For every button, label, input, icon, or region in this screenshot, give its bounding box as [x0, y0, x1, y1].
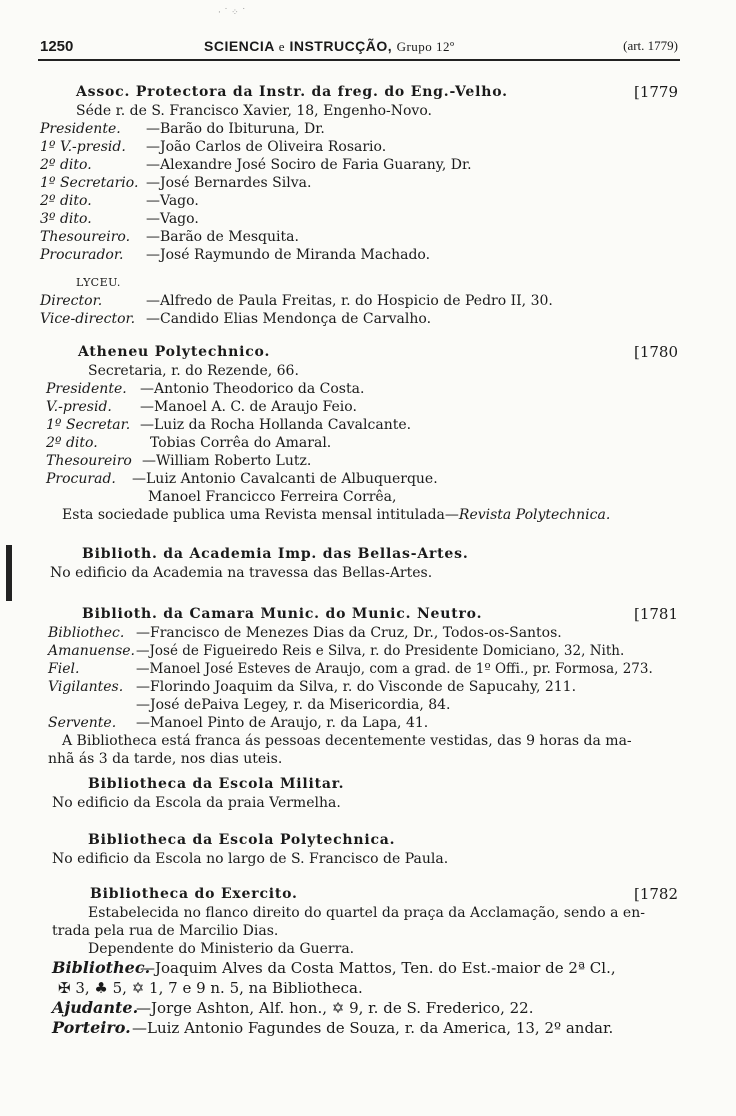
section-bellas-artes: Biblioth. da Academia Imp. das Bellas-Artes. No edificio da Academia na travessa das Bellas-Artes.: [50, 546, 469, 581]
running-title: SCIENCIA e INSTRUCÇÃO, Grupo 12º: [204, 38, 455, 54]
page-number: 1250: [40, 38, 74, 55]
publication-note: Esta sociedade publica uma Revista mensal intitulada—Revista Polytechnica.: [62, 507, 611, 523]
section-escola-militar: Bibliotheca da Escola Militar. No edificio da Escola da praia Vermelha.: [52, 776, 345, 811]
section-escola-polytechnica: Bibliotheca da Escola Polytechnica. No edificio da Escola no largo de S. Francisco de Paula.: [52, 832, 449, 867]
section-title: Biblioth. da Camara Munic. do Munic. Neutro.: [82, 606, 483, 622]
section-1782: Bibliotheca do Exercito. [1782 Estabelecida no flanco direito do quartel da praça da Acclamação, sendo a en- trada pela rua de Marcilio Dias. Dependente do Ministerio da Guerra. Bibliothec. —Joaquim Alves da Costa Mattos, Ten. do Est.-maior de 2ª Cl., ✠ 3, ♣ 5, ✡ 1, 7 e 9 n. 5, na Bibliotheca. Ajudante. —Jorge Ashton, Alf. hon., ✡ 9, r. de S. Frederico, 22. Porteiro. —Luiz Antonio Fagundes de Souza, r. da America, 13, 2º andar.: [52, 885, 678, 1037]
header-rule: [38, 59, 680, 61]
entry-number: [1782: [633, 885, 678, 903]
section-title: Biblioth. da Academia Imp. das Bellas-Artes.: [82, 546, 469, 562]
entry-number: [1781: [633, 605, 678, 623]
section-title: Assoc. Protectora da Instr. da freg. do Eng.-Velho.: [76, 84, 508, 100]
section-1781: Biblioth. da Camara Munic. do Munic. Neutro. [1781 Bibliothec. —Francisco de Menezes Dias da Cruz, Dr., Todos-os-Santos. Amanuense. —José de Figueiredo Reis e Silva, r. do Presidente Domiciano, 32, Nith. Fiel. —Manoel José Esteves de Araujo, com a grad. de 1º Offi., pr. Formosa, 273. Vigilantes. —Florindo Joaquim da Silva, r. do Visconde de Sapucahy, 211. —José dePaiva Legey, r. da Misericordia, 84. Servente. —Manoel Pinto de Araujo, r. da Lapa, 41. A Bibliotheca está franca ás pessoas decentemente vestidas, das 9 horas da ma- nhã ás 3 da tarde, nos dias uteis.: [48, 605, 678, 767]
address: Séde r. de S. Francisco Xavier, 18, Engenho-Novo.: [76, 103, 432, 119]
section-1779: Assoc. Protectora da Instr. da freg. do Eng.-Velho. [1779 Séde r. de S. Francisco Xavier, 18, Engenho-Novo. Presidente. —Barão do Ibituruna, Dr. 1º V.-presid. —João Carlos de Oliveira Rosario. 2º dito. —Alexandre José Sociro de Faria Guarany, Dr. 1º Secretario. —José Bernardes Silva. 2º dito. —Vago. 3º dito. —Vago. Thesoureiro. —Barão de Mesquita. Procurador. —José Raymundo de Miranda Machado. LYCEU. Director. —Alfredo de Paula Freitas, r. do Hospicio de Pedro II, 30. Vice-director. —Candido Elias Mendonça de Carvalho.: [40, 83, 678, 327]
section-title: Bibliotheca da Escola Militar.: [88, 776, 345, 792]
address: Secretaria, r. do Rezende, 66.: [88, 363, 299, 379]
running-header: [40, 38, 678, 60]
entry-number: [1780: [633, 343, 678, 361]
article-range: (art. 1779): [623, 38, 678, 53]
entry-number: [1779: [633, 83, 678, 101]
section-title: Bibliotheca do Exercito.: [90, 886, 298, 902]
section-title: Atheneu Polytechnico.: [78, 344, 271, 360]
section-1780: Atheneu Polytechnico. [1780 Secretaria, r. do Rezende, 66. Presidente. —Antonio Theodorico da Costa. V.-presid. —Manoel A. C. de Araujo Feio. 1º Secretar. —Luiz da Rocha Hollanda Cavalcante. 2º dito. Tobias Corrêa do Amaral. Thesoureiro —William Roberto Lutz. Procurad. —Luiz Antonio Cavalcanti de Albuquerque. Manoel Francicco Ferreira Corrêa, Esta sociedade publica uma Revista mensal intitulada—Revista Polytechnica.: [46, 343, 678, 523]
section-title: Bibliotheca da Escola Polytechnica.: [88, 832, 396, 848]
ink-speck: · ˙ ⁘ ˙: [218, 8, 246, 18]
subsection-heading: LYCEU.: [76, 276, 121, 289]
